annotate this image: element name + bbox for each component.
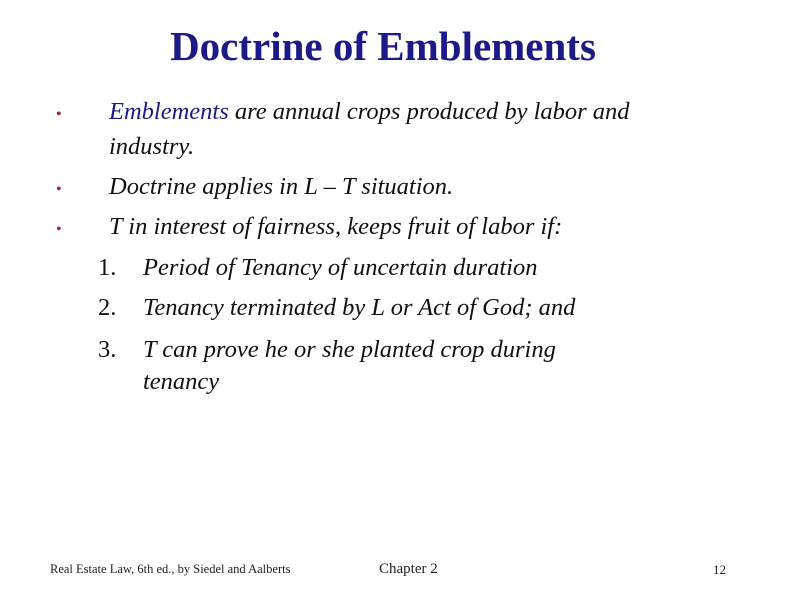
emphasis-term: Emblements [109, 98, 229, 125]
numbered-item-1: Period of Tenancy of uncertain duration [143, 254, 538, 281]
bullet-marker: • [56, 181, 62, 198]
bullet-marker: • [56, 221, 62, 238]
numbered-item-3: T can prove he or she planted crop during [143, 336, 556, 363]
list-number: 1. [98, 254, 117, 281]
slide-title: Doctrine of Emblements [170, 23, 596, 69]
bullet-marker: • [56, 106, 62, 123]
numbered-item-3-continued: tenancy [143, 368, 220, 395]
bullet-item-1-continued: industry. [109, 133, 195, 160]
bullet-text: are annual crops produced by labor and [228, 98, 630, 125]
footer-chapter: Chapter 2 [379, 561, 438, 577]
numbered-item-2: Tenancy terminated by L or Act of God; and [143, 294, 576, 321]
bullet-item-3: T in interest of fairness, keeps fruit of labor if: [109, 213, 563, 240]
page-number: 12 [713, 562, 726, 577]
list-number: 3. [98, 336, 117, 363]
list-number: 2. [98, 294, 117, 321]
footer-source: Real Estate Law, 6th ed., by Siedel and Aalberts [50, 562, 291, 576]
bullet-item-2: Doctrine applies in L – T situation. [109, 173, 454, 200]
bullet-item-1 [109, 92, 630, 132]
